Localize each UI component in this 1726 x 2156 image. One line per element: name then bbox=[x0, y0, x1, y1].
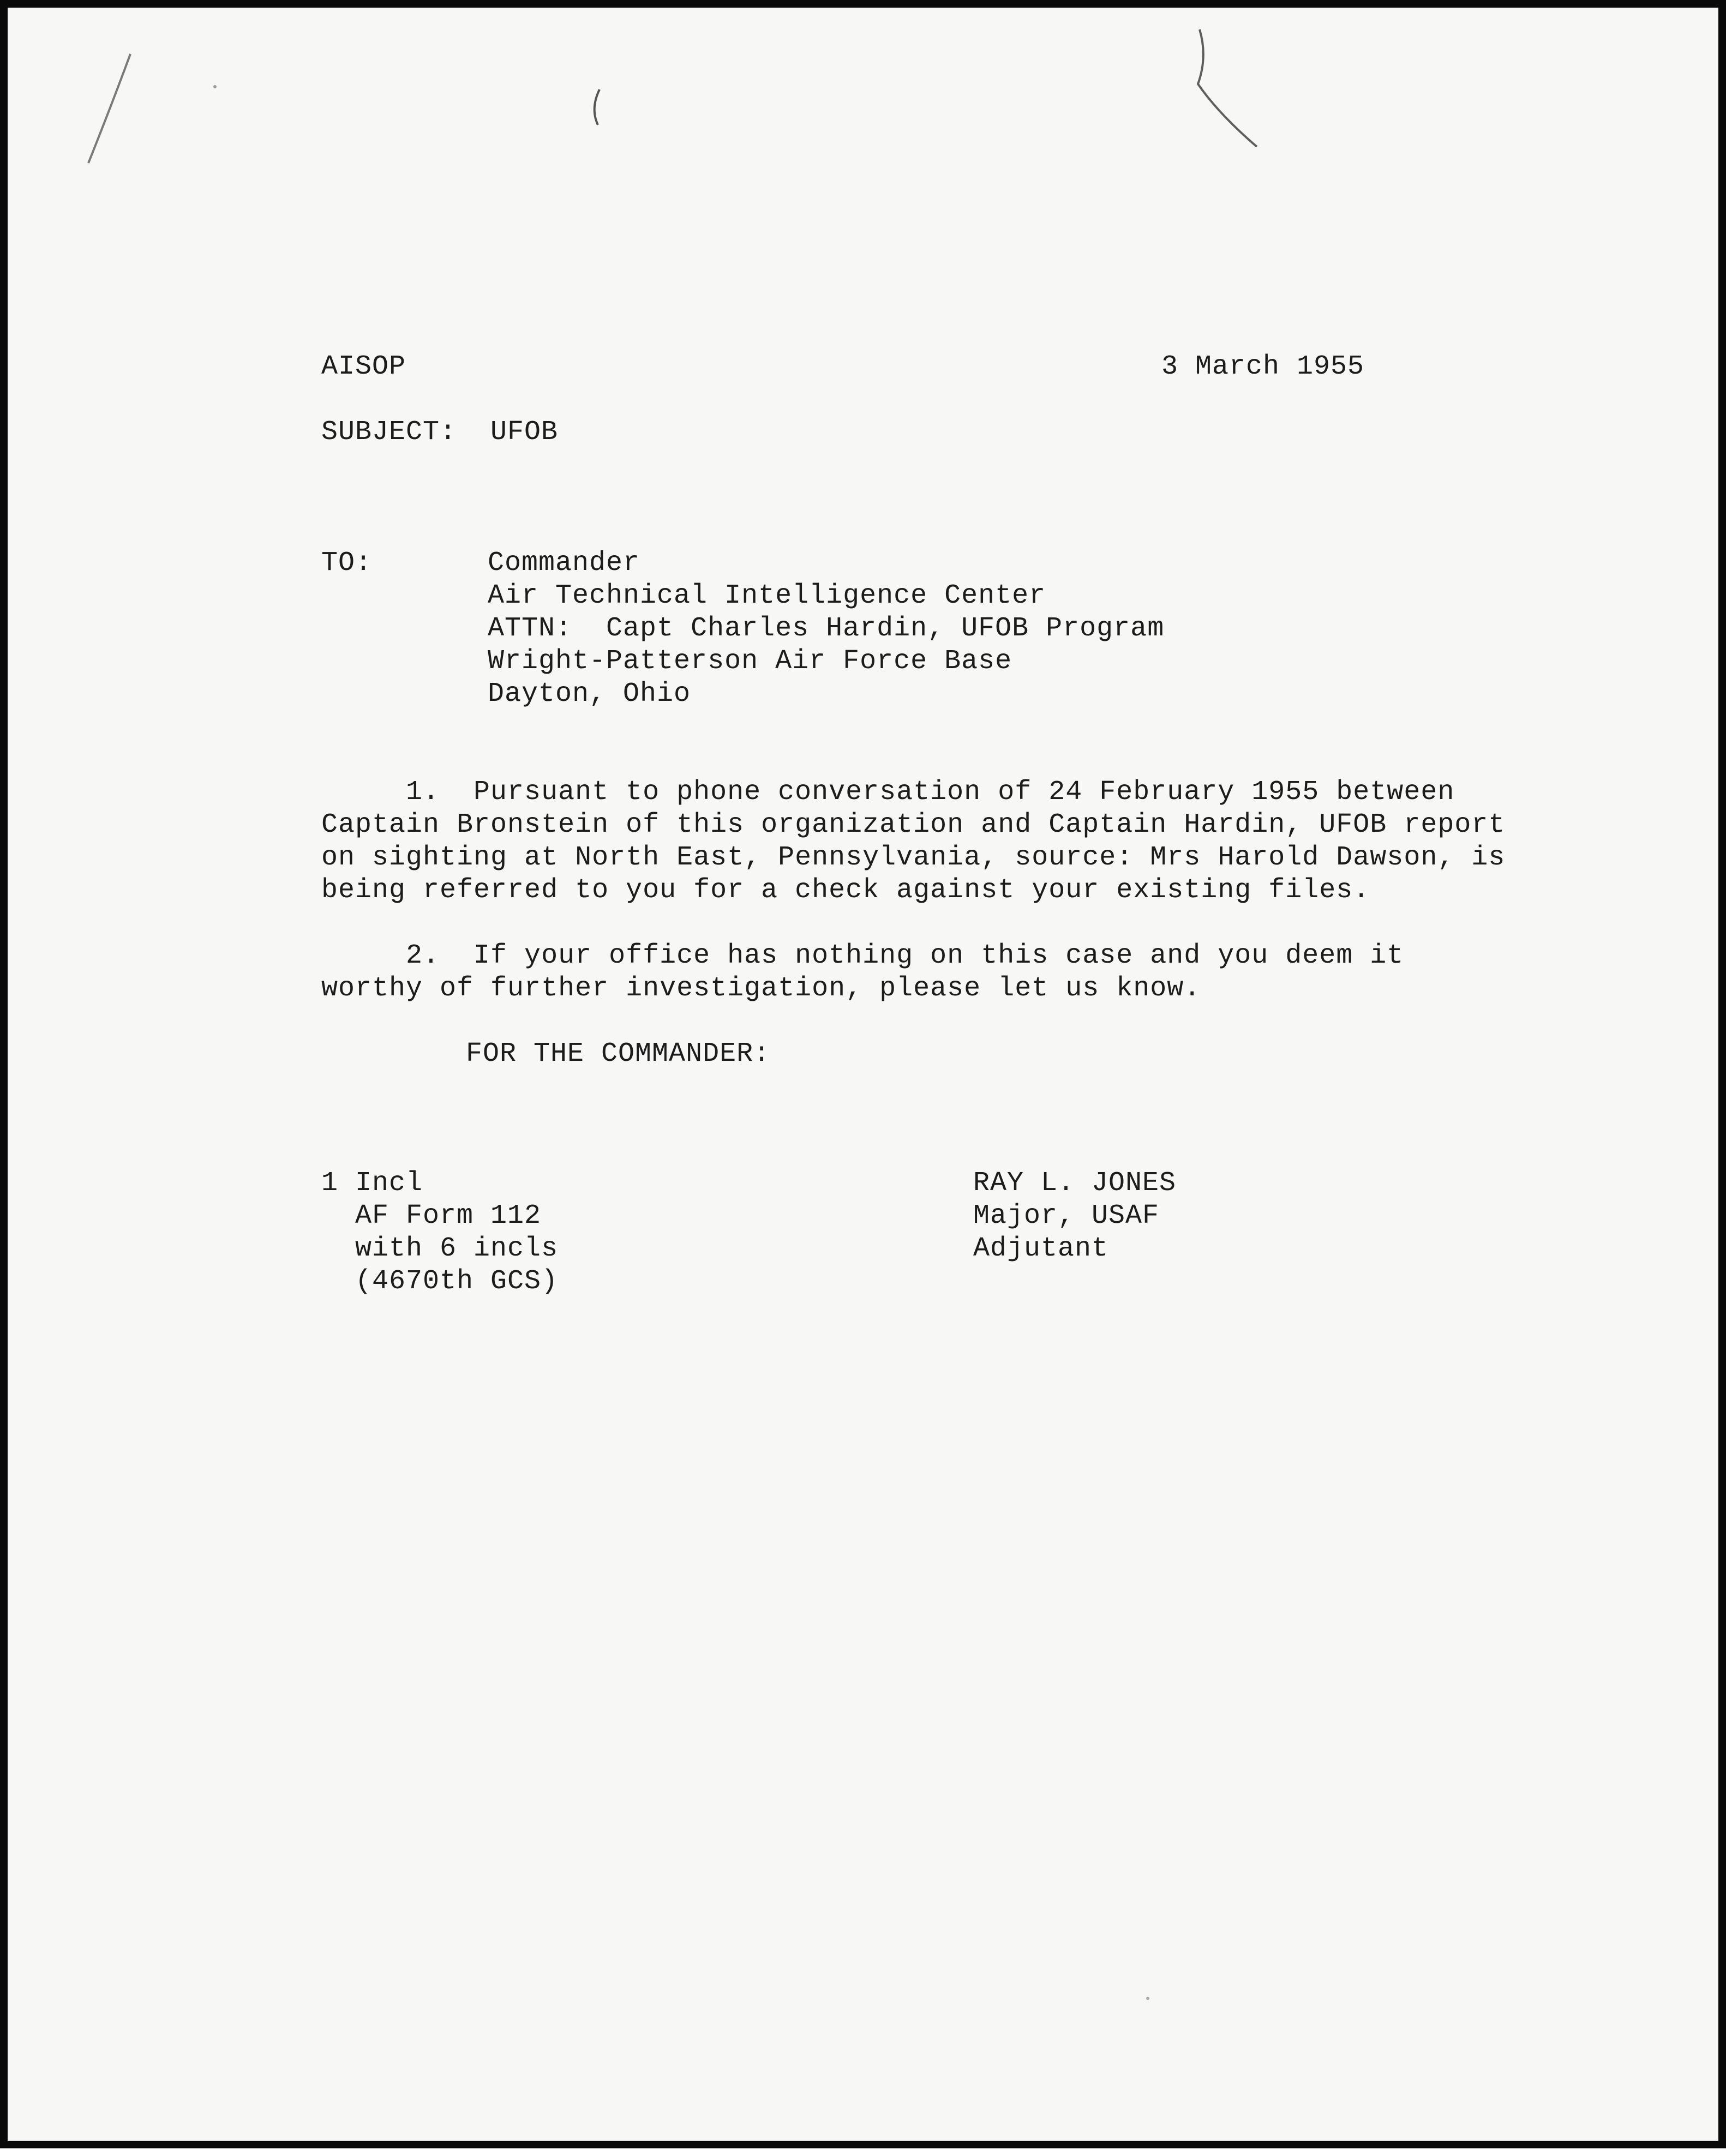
address-line: Dayton, Ohio bbox=[488, 678, 691, 710]
address-line: Commander bbox=[488, 548, 640, 579]
enclosure-line: (4670th GCS) bbox=[321, 1266, 559, 1297]
office-symbol: AISOP bbox=[321, 351, 406, 382]
enclosure-line: 1 Incl bbox=[321, 1168, 423, 1199]
subject-value: UFOB bbox=[490, 417, 559, 448]
paragraph-1-line: on sighting at North East, Pennsylvania, source: Mrs Harold Dawson, is bbox=[321, 842, 1506, 873]
address-line: ATTN: Capt Charles Hardin, UFOB Program bbox=[488, 613, 1165, 644]
paragraph-2-line: worthy of further investigation, please let us know. bbox=[321, 973, 1201, 1004]
parenthesis-mark bbox=[595, 89, 600, 125]
paragraph-2-line: 2. If your office has nothing on this case and you deem it bbox=[321, 940, 1404, 971]
speck-mark bbox=[213, 85, 217, 88]
to-label: TO: bbox=[321, 548, 373, 579]
document-date: 3 March 1955 bbox=[1161, 351, 1365, 382]
address-line: Wright-Patterson Air Force Base bbox=[488, 646, 1012, 677]
signature-title: Adjutant bbox=[973, 1233, 1109, 1264]
address-line: Air Technical Intelligence Center bbox=[488, 580, 1046, 611]
speck-mark bbox=[1146, 1997, 1149, 2000]
paragraph-1-line: being referred to you for a check against your existing files. bbox=[321, 875, 1370, 906]
signature-name: RAY L. JONES bbox=[973, 1168, 1177, 1199]
pencil-stroke-mark bbox=[88, 54, 130, 163]
scan-marks bbox=[8, 8, 1726, 2156]
enclosure-line: with 6 incls bbox=[321, 1233, 559, 1264]
paragraph-1-line: 1. Pursuant to phone conversation of 24 February 1955 between bbox=[321, 777, 1455, 808]
for-the-commander: FOR THE COMMANDER: bbox=[466, 1038, 771, 1070]
signature-rank: Major, USAF bbox=[973, 1200, 1160, 1232]
corner-pencil-mark bbox=[1198, 29, 1257, 147]
subject-label: SUBJECT: bbox=[321, 417, 457, 448]
enclosure-line: AF Form 112 bbox=[321, 1200, 542, 1232]
paragraph-1-line: Captain Bronstein of this organization and Captain Hardin, UFOB report bbox=[321, 809, 1506, 840]
